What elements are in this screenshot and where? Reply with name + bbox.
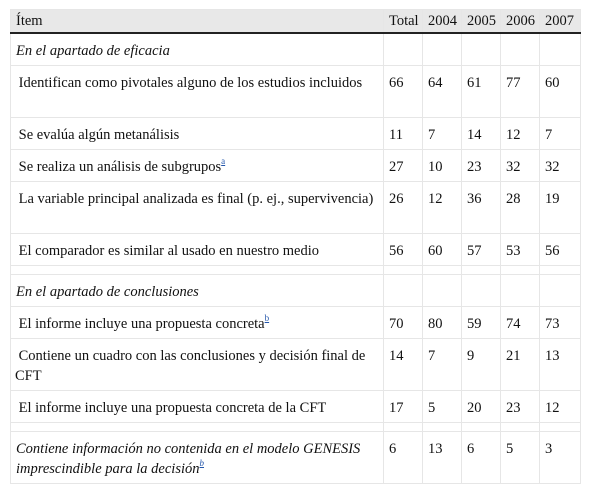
cell-2005: 9: [462, 339, 501, 391]
cell-2004: 5: [423, 391, 462, 423]
header-2004: 2004: [423, 10, 462, 34]
cell-2004: 7: [423, 118, 462, 150]
cell-total: 66: [384, 66, 423, 118]
row-label: El informe incluye una propuesta concreta de la CFT: [11, 391, 384, 423]
cell-2006: 12: [501, 118, 540, 150]
cell-2004: 80: [423, 307, 462, 339]
cell-2005: 61: [462, 66, 501, 118]
cell-total: 26: [384, 182, 423, 234]
cell-2005: 14: [462, 118, 501, 150]
row-label: Contiene un cuadro con las conclusiones y decisión final de CFT: [11, 339, 384, 391]
table-row: [11, 150, 581, 182]
cell-2007: 56: [540, 234, 581, 266]
row-label: Contiene información no contenida en el modelo GENESIS imprescindible para la decisión$^b$: [11, 432, 384, 484]
cell-2006: 74: [501, 307, 540, 339]
footnote-link[interactable]: b: [199, 458, 205, 468]
header-row: [11, 10, 581, 34]
table-row: [11, 118, 581, 150]
spacer-row: [11, 266, 581, 275]
cell-2006: 23: [501, 391, 540, 423]
cell-total: 6: [384, 432, 423, 484]
cell-2006: 53: [501, 234, 540, 266]
spacer-row: [11, 423, 581, 432]
cell-2007: 13: [540, 339, 581, 391]
cell-2005: 59: [462, 307, 501, 339]
cell-2006: 32: [501, 150, 540, 182]
cell-total: 56: [384, 234, 423, 266]
row-label: El comparador es similar al usado en nuestro medio: [11, 234, 384, 266]
data-table: [10, 9, 581, 484]
cell-2004: 13: [423, 432, 462, 484]
cell-2006: 21: [501, 339, 540, 391]
cell-2007: 32: [540, 150, 581, 182]
cell-2007: 7: [540, 118, 581, 150]
cell-2005: 23: [462, 150, 501, 182]
cell-2007: 19: [540, 182, 581, 234]
section-title-efficacy: En el apartado de eficacia: [11, 33, 384, 66]
cell-2005: 57: [462, 234, 501, 266]
header-item: Ítem: [11, 10, 384, 34]
table-row: [11, 339, 581, 391]
cell-2004: 12: [423, 182, 462, 234]
section-row: [11, 275, 581, 307]
cell-total: 70: [384, 307, 423, 339]
cell-2007: 12: [540, 391, 581, 423]
header-2005: 2005: [462, 10, 501, 34]
section-row: [11, 33, 581, 66]
cell-2004: 10: [423, 150, 462, 182]
cell-2005: 20: [462, 391, 501, 423]
cell-total: 11: [384, 118, 423, 150]
cell-2007: 73: [540, 307, 581, 339]
cell-2005: 36: [462, 182, 501, 234]
cell-total: 17: [384, 391, 423, 423]
row-label: El informe incluye una propuesta concreta$^b$: [11, 307, 384, 339]
section-title-conclusions: En el apartado de conclusiones: [11, 275, 384, 307]
footnote-link[interactable]: b: [264, 313, 270, 323]
row-label: La variable principal analizada es final (p. ej., supervivencia): [11, 182, 384, 234]
cell-total: 14: [384, 339, 423, 391]
header-2007: 2007: [540, 10, 581, 34]
table-row: [11, 182, 581, 234]
row-label: Se realiza un análisis de subgrupos$^a$: [11, 150, 384, 182]
table-row: [11, 391, 581, 423]
row-label: Se evalúa algún metanálisis: [11, 118, 384, 150]
table-row: [11, 432, 581, 484]
cell-2004: 64: [423, 66, 462, 118]
cell-total: 27: [384, 150, 423, 182]
footnote-link[interactable]: a: [221, 156, 226, 166]
cell-2004: 7: [423, 339, 462, 391]
cell-2006: 28: [501, 182, 540, 234]
header-total: Total: [384, 10, 423, 34]
cell-2004: 60: [423, 234, 462, 266]
header-2006: 2006: [501, 10, 540, 34]
cell-2006: 5: [501, 432, 540, 484]
table-row: [11, 66, 581, 118]
row-label: Identifican como pivotales alguno de los estudios incluidos: [11, 66, 384, 118]
cell-2007: 60: [540, 66, 581, 118]
cell-2006: 77: [501, 66, 540, 118]
table-row: [11, 307, 581, 339]
table-row: [11, 234, 581, 266]
cell-2005: 6: [462, 432, 501, 484]
cell-2007: 3: [540, 432, 581, 484]
